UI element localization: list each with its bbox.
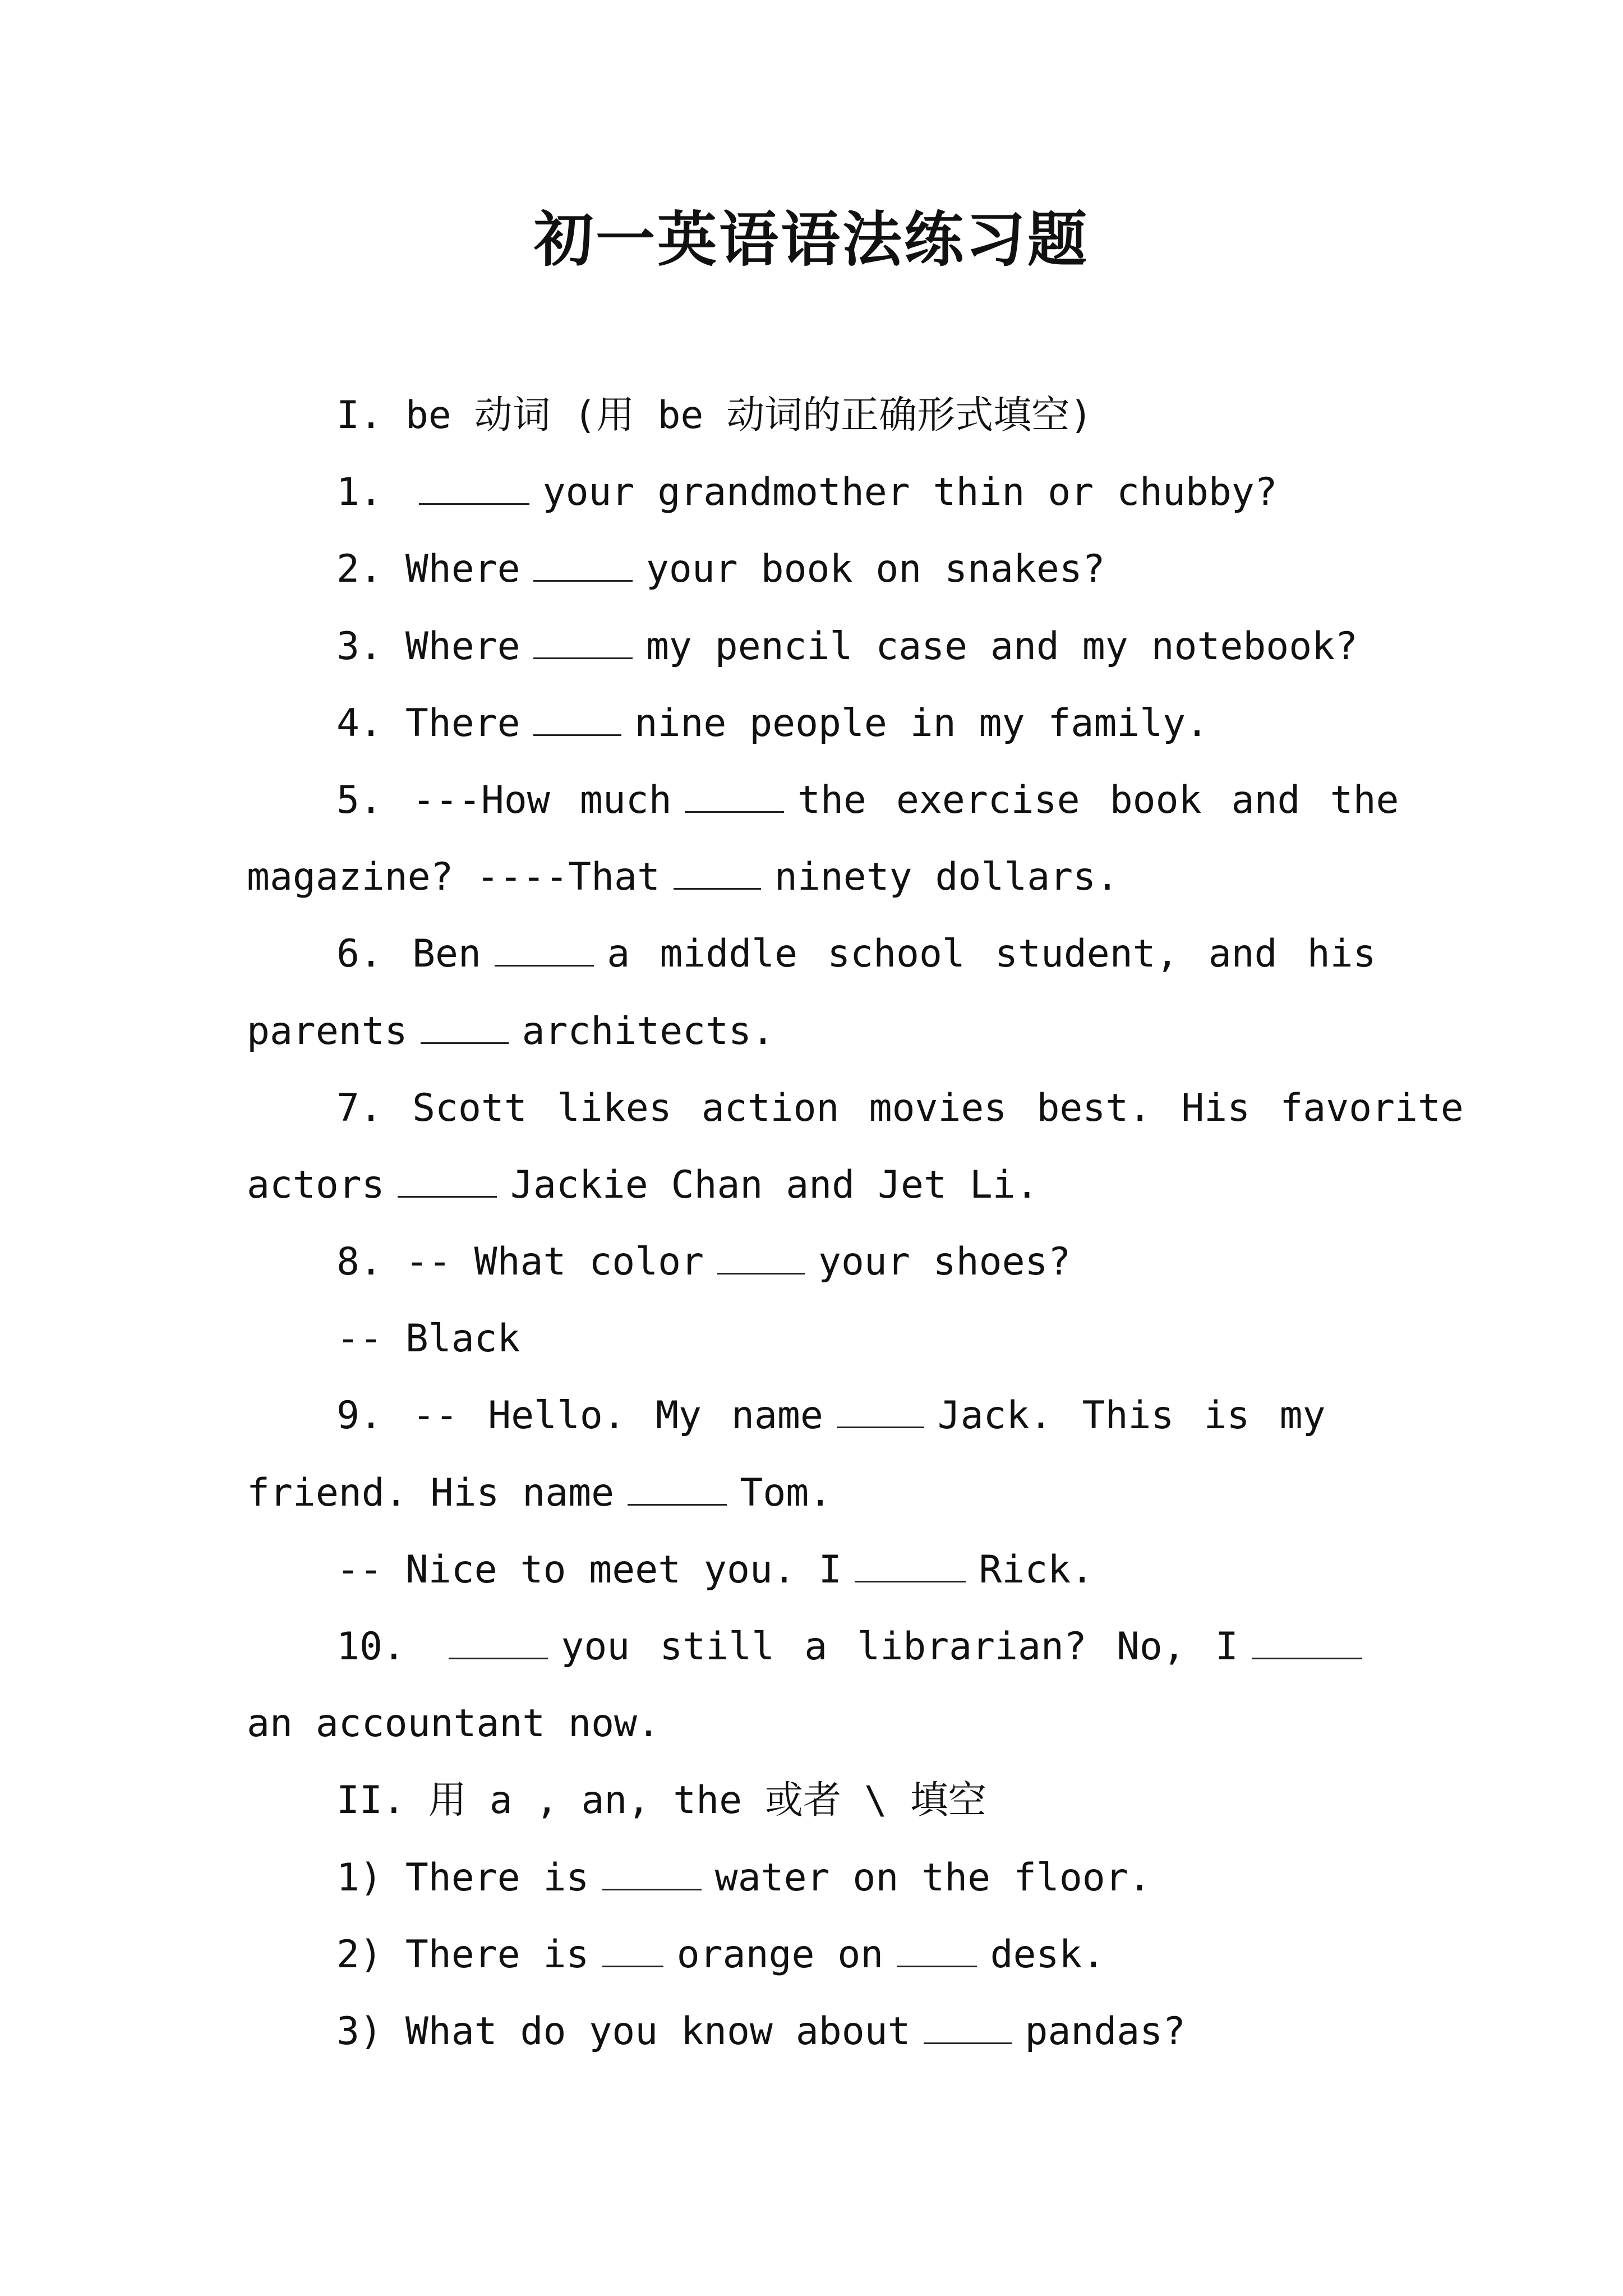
question-number: 2) [336, 1932, 382, 1977]
question-number: 1. [336, 470, 382, 515]
answer-blank [837, 1391, 924, 1429]
question-7 [247, 1070, 1464, 1147]
question-text: There [405, 701, 520, 746]
answer-blank [419, 467, 529, 505]
question-number: 5. [336, 777, 382, 822]
question-text: actors [247, 1162, 385, 1207]
answer-blank [674, 852, 761, 890]
question-3 [247, 608, 1385, 685]
question-text: desk. [990, 1932, 1105, 1977]
question-text: your grandmother thin or chubby? [542, 470, 1278, 515]
question-text: Ben [412, 932, 481, 977]
question-10 [247, 1608, 1385, 1685]
question-5 [247, 762, 1399, 839]
question-text: -- Hello. My name [412, 1393, 823, 1438]
question-text: the exercise book and the [797, 777, 1399, 822]
question-6 [247, 915, 1385, 992]
question-text: Jack. This is my [937, 1393, 1326, 1438]
article-question-3 [247, 1993, 1385, 2070]
answer-blank [421, 1006, 508, 1044]
question-text: water on the floor. [714, 1855, 1151, 1900]
question-text: my pencil case and my notebook? [645, 624, 1358, 669]
exercise-body [247, 377, 1464, 2070]
question-text: orange on [676, 1932, 884, 1977]
question-number: 6. [336, 932, 382, 977]
question-text: friend. His name [247, 1470, 615, 1515]
question-text: Rick. [979, 1547, 1094, 1592]
question-9-reply [247, 1531, 1385, 1608]
answer-blank [398, 1159, 497, 1198]
question-text: There is [405, 1855, 589, 1900]
question-8-answer-line [247, 1300, 1385, 1377]
question-text: -- Nice to meet you. I [336, 1547, 842, 1592]
answer-blank [533, 544, 633, 582]
question-text: your book on snakes? [645, 547, 1105, 592]
section-heading-text: II. 用 a , an, the 或者 \ 填空 [336, 1778, 986, 1823]
question-text: -- What color [405, 1240, 704, 1285]
question-number: 3. [336, 624, 382, 669]
question-text: Scott likes action movies best. His favorite [412, 1085, 1464, 1130]
question-2 [247, 531, 1385, 608]
answer-blank [533, 621, 633, 659]
answer-blank [533, 698, 621, 736]
question-number: 7. [336, 1085, 382, 1130]
question-text: Where [405, 547, 520, 592]
question-10-continued [247, 1685, 1385, 1762]
question-text: pandas? [1025, 2009, 1186, 2054]
question-number: 10. [336, 1625, 405, 1669]
question-text: a middle school student, and his [607, 932, 1376, 977]
question-number: 3) [336, 2009, 382, 2054]
article-question-1 [247, 1839, 1385, 1916]
question-4 [247, 685, 1385, 762]
question-9 [247, 1377, 1385, 1454]
answer-blank [602, 1929, 663, 1967]
answer-blank [685, 775, 784, 813]
article-question-2 [247, 1916, 1385, 1993]
question-text: an accountant now. [247, 1701, 660, 1746]
question-9-continued [247, 1455, 1385, 1531]
question-text: parents [247, 1009, 408, 1053]
question-text: ninety dollars. [774, 855, 1119, 900]
answer-blank [628, 1467, 727, 1506]
question-text: Tom. [740, 1470, 832, 1515]
section-heading-articles [247, 1762, 1385, 1839]
answer-blank [855, 1544, 965, 1582]
answer-blank [602, 1852, 702, 1890]
question-5-continued [247, 839, 1385, 915]
question-text: you still a librarian? No, I [561, 1625, 1238, 1669]
question-text: What do you know about [405, 2009, 911, 2054]
question-text: Jackie Chan and Jet Li. [510, 1162, 1039, 1207]
section-heading-text: I. be 动词 (用 be 动词的正确形式填空) [336, 393, 1093, 438]
question-text: nine people in my family. [634, 701, 1209, 746]
question-text: ---How much [412, 777, 672, 822]
question-text: -- Black [336, 1317, 520, 1361]
question-1 [247, 454, 1385, 531]
section-heading-be-verbs [247, 377, 1385, 454]
question-text: magazine? ----That [247, 855, 660, 900]
answer-blank [924, 2006, 1011, 2044]
answer-blank [897, 1929, 977, 1967]
question-text: architects. [522, 1009, 774, 1053]
question-8 [247, 1223, 1385, 1300]
question-number: 4. [336, 701, 382, 746]
question-number: 9. [336, 1393, 382, 1438]
question-number: 1) [336, 1855, 382, 1900]
answer-blank [449, 1621, 548, 1659]
answer-blank [1252, 1621, 1362, 1659]
question-text: Where [405, 624, 520, 669]
question-6-continued [247, 993, 1385, 1070]
answer-blank [495, 929, 594, 967]
question-text: There is [405, 1932, 589, 1977]
question-number: 8. [336, 1240, 382, 1285]
question-7-continued [247, 1147, 1385, 1223]
question-text: your shoes? [818, 1240, 1071, 1285]
answer-blank [717, 1236, 805, 1274]
page-title: 初一英语语法练习题 [534, 204, 1089, 274]
question-number: 2. [336, 547, 382, 592]
